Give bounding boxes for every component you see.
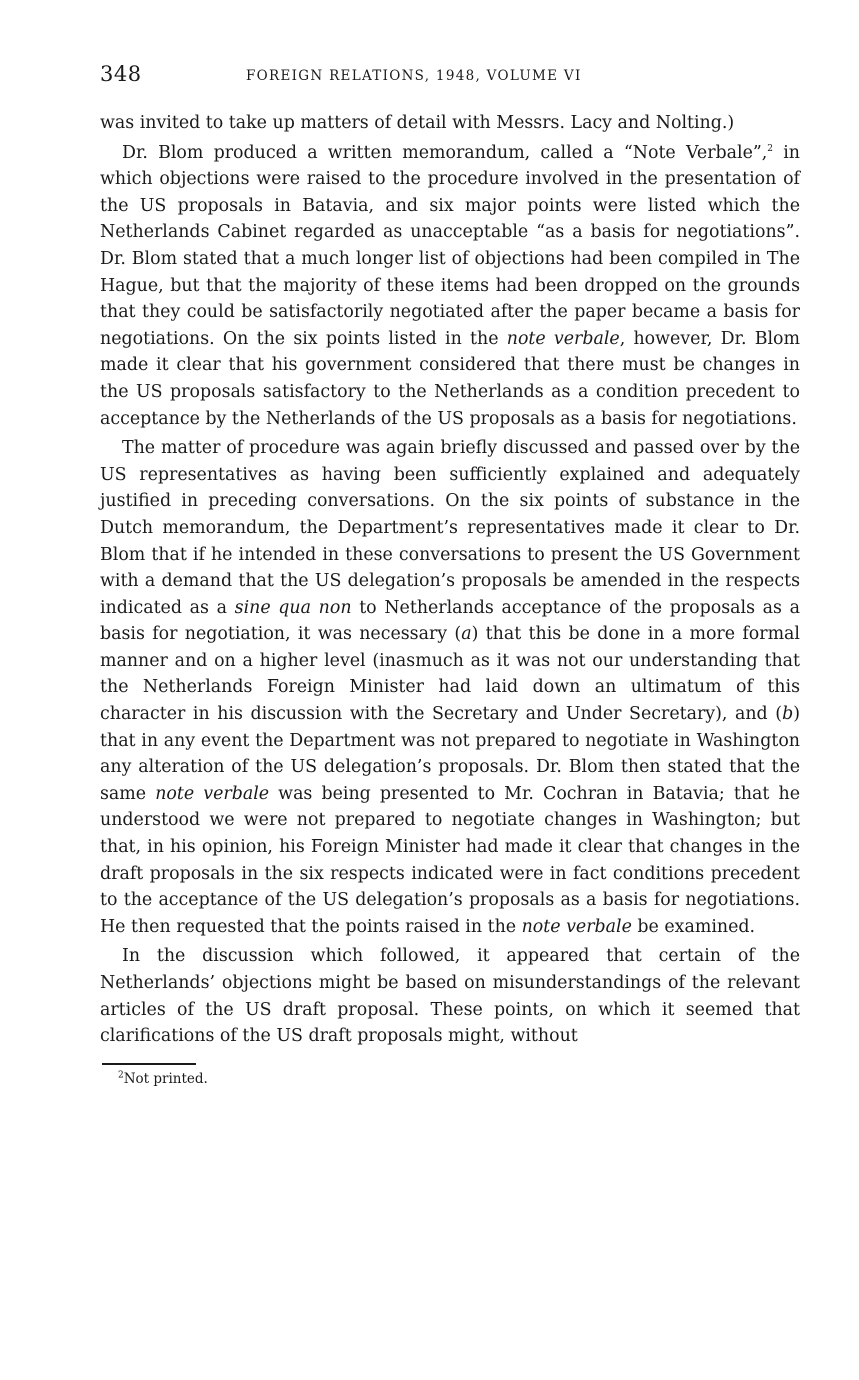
paragraph-note-verbale xyxy=(100,140,800,433)
running-head: FOREIGN RELATIONS, 1948, VOLUME VI xyxy=(246,68,582,84)
paragraph-discussion: In the discussion which followed, it appeared that certain of the Netherlands’ objections might be based on misunderstandings of the relevant articles of the US draft proposal. These points, on which it seemed that clarifications of the US draft proposals might, without xyxy=(100,946,800,1047)
p2-text-c: , however, Dr. Blom made it clear that his government considered that there must be changes in the US proposals satisfactory to the Netherlands as a condition precedent to acceptance by the Netherlands of the US proposals as a basis for negotiations. xyxy=(100,328,801,429)
p3-text-c: ) that this be done in a more formal manner and on a higher level (inasmuch as it was not our understanding that the Netherlands Foreign Minister had laid down an ultimatum of this character in his discussion with the Secretary and Under Secretary), and ( xyxy=(100,624,800,725)
p3-italic-note-verbale-1: note verbale xyxy=(155,783,270,804)
p3-italic-a: a xyxy=(461,624,472,645)
p3-text-f: be examined. xyxy=(631,916,756,937)
footnote-divider xyxy=(102,1063,196,1065)
paragraph-continuation: was invited to take up matters of detail with Messrs. Lacy and Nolting.) xyxy=(100,113,735,133)
paragraph-procedure xyxy=(100,435,800,940)
page-header xyxy=(100,62,800,96)
p3-italic-sine-qua-non: sine qua non xyxy=(234,597,352,618)
p2-text-a: Dr. Blom produced a written memorandum, called a “Note Verbale”, xyxy=(122,142,768,163)
page-number: 348 xyxy=(100,62,142,86)
document-page xyxy=(100,62,800,1087)
p2-text-b: in which objections were raised to the procedure involved in the presentation of the US proposals in Batavia, and six major points were listed which the Netherlands Cabinet regarded as unacceptable “as a basis for negotiations”. Dr. Blom stated that a much longer list of objections had been compiled in The Hague, but that the majority of these items had been dropped on the grounds that they could be satisfactorily negotiated after the paper became a basis for negotiations. On the six points listed in the xyxy=(100,142,800,349)
footnote xyxy=(118,1071,800,1087)
p3-text-a: The matter of procedure was again briefly discussed and passed over by the US representatives as having been sufficiently explained and adequately justified in preceding conversations. On the six points of substance in the Dutch memorandum, the Department’s representatives made it clear to Dr. Blom that if he intended in these conversations to present the US Government with a demand that the US delegation’s proposals be amended in the respects indicated as a xyxy=(100,438,800,618)
footnote-reference: 2 xyxy=(767,143,774,154)
body-text xyxy=(100,110,800,1050)
p3-text-e: was being presented to Mr. Cochran in Batavia; that he understood we were not prepared to negotiate changes in Washington; but that, in his opinion, his Foreign Minister had made it clear that changes in the draft proposals in the six respects indicated were in fact conditions precedent to the acceptance of the US delegation’s proposals as a basis for negotiations. He then requested that the points raised in the xyxy=(100,783,801,937)
p2-italic-note-verbale: note verbale xyxy=(506,328,620,349)
p3-text-b: to Netherlands acceptance of the proposals as a basis for negotiation, it was necessary ( xyxy=(100,597,800,645)
p3-italic-note-verbale-2: note verbale xyxy=(521,916,632,937)
p3-italic-b: b xyxy=(782,704,794,725)
footnote-marker: 2 xyxy=(118,1070,124,1081)
p3-text-d: ) that in any event the Department was not prepared to negotiate in Washington any alteration of the US delegation’s proposals. Dr. Blom then stated that the same xyxy=(100,704,800,804)
footnote-text: Not printed. xyxy=(123,1070,208,1087)
